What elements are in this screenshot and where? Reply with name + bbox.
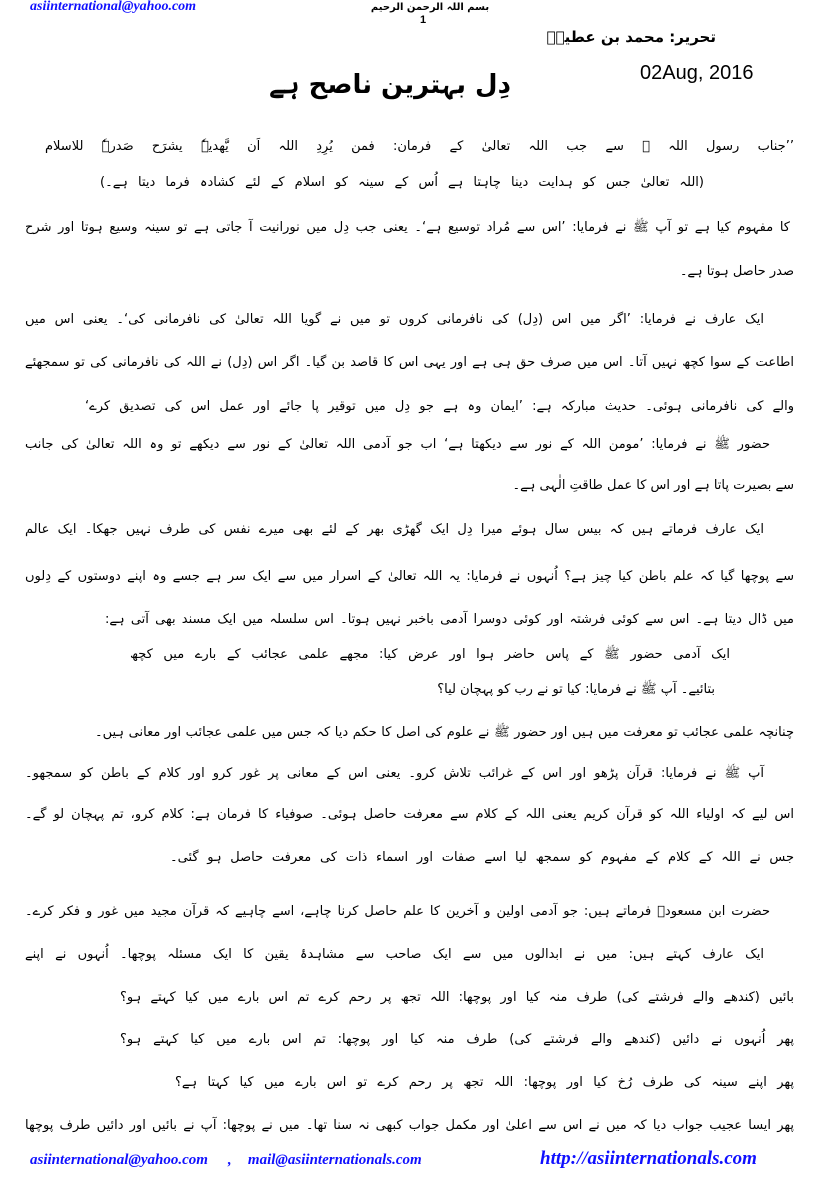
text-line: پھر ایسا عجیب جواب دیا کہ میں نے اس سے اعلیٰ اور مکمل جواب کبھی نہ سنا تھا۔ میں نے پوچھا: آپ نے بائیں اور دائیں طرف پوچھا <box>25 1118 794 1133</box>
text-line: (اللہ تعالیٰ جس کو ہدایت دینا چاہتا ہے اُس کے سینہ کو اسلام کے لئے کشادہ فرما دیتا ہے۔) <box>100 175 704 190</box>
text-line: کا مفہوم کیا ہے تو آپ ﷺ نے فرمایا: ’اس سے مُراد توسیع ہے‘۔ یعنی جب دِل میں نورانیت آ جاتی ہے تو سینہ وسیع ہوتا اور شرح <box>25 220 790 235</box>
website-link[interactable]: http://asiinternationals.com <box>540 1148 757 1169</box>
text-line: پھر اپنے سینہ کی طرف رُخ کیا اور پوچھا: اللہ تجھ پر رحم کرے تو اس بارے میں کیا کہتا ہے؟ <box>175 1075 794 1090</box>
text-line: آپ ﷺ نے فرمایا: قرآن پڑھو اور اس کے غرائب تلاش کرو۔ یعنی اس کے معانی پر غور کرو اور کلام کے باطن کو سمجھو۔ <box>25 766 764 781</box>
header-email-link[interactable]: asiinternational@yahoo.com <box>30 0 197 14</box>
footer-email-link-2[interactable]: mail@asiinternationals.com <box>247 1152 422 1168</box>
text-line: ’’جناب رسول اللہ ﷺ سے جب اللہ تعالیٰ کے فرمان: فمن یُرِدِ اللہ اَن یَّھدیہٗ یشرَح صَدرہٗ للاسلام <box>45 139 794 154</box>
text-line: حضور ﷺ نے فرمایا: ’مومن اللہ کے نور سے دیکھتا ہے‘ اب جو آدمی اللہ تعالیٰ کے نور سے دیکھے تو وہ اللہ تعالیٰ کی جانب <box>25 437 770 452</box>
text-line: سے بصیرت پاتا ہے اور اس کا عمل طاقتِ الٰہی ہے۔ <box>512 478 794 493</box>
text-line: جس نے اللہ کے کلام کے مفہوم کو سمجھ لیا اسے صفات اور اسماء ذات کی معرفت حاصل ہو گئی۔ <box>170 850 794 865</box>
date: 02Aug, 2016 <box>640 62 754 84</box>
text-line: ایک عارف نے فرمایا: ’اگر میں اس (دِل) کی نافرمانی کروں تو میں نے گویا اللہ تعالیٰ کی نافرمانی کی‘۔ یعنی اس میں <box>25 312 764 327</box>
text-line: اس لیے کہ اولیاء اللہ کو قرآن کریم یعنی اللہ کے کلام سے معرفت حاصل ہوئی۔ صوفیاء کا فرمان ہے: کلام کرو، تم پہچان لو گے۔ <box>25 807 794 822</box>
footer-email-link-1[interactable]: asiinternational@yahoo.com <box>30 1152 208 1168</box>
text-line: والے کی نافرمانی ہوئی۔ حدیث مبارکہ ہے: ’ایمان وہ ہے جو دِل میں توقیر پا جائے اور عمل اس کی تصدیق کرے‘ <box>85 399 794 414</box>
text-line: حضرت ابن مسعودؓ فرماتے ہیں: جو آدمی اولین و آخرین کا علم حاصل کرنا چاہے، اسے چاہیے کہ قرآن مجید میں غور و فکر کرے۔ <box>25 904 770 919</box>
text-line: ایک عارف کہتے ہیں: میں نے ابدالوں میں سے ایک صاحب سے مشاہدۂ یقین کا ایک مسئلہ پوچھا۔ اُنہوں نے اپنے <box>25 947 764 962</box>
text-line: میں ڈال دیتا ہے۔ اس سے کوئی فرشتہ اور کوئی دوسرا آدمی باخبر نہیں ہوتا۔ اس سلسلہ میں ایک مسند بھی آتی ہے: <box>105 612 794 627</box>
text-line: چنانچہ علمی عجائب تو معرفت میں ہیں اور حضور ﷺ نے علوم کی اصل کا حکم دیا کہ جس میں علمی عجائب اور معانی ہیں۔ <box>95 725 794 740</box>
author: تحریر: محمد بن عطیہؒ <box>546 28 716 46</box>
text-line: ایک عارف فرماتے ہیں کہ بیس سال ہوئے میرا دِل ایک گھڑی بھر کے لئے بھی میرے نفس کی طرف نہیں جھکا۔ ایک عالم <box>25 522 764 537</box>
text-line: پھر اُنہوں نے دائیں (کندھے والے فرشتے کی) طرف منہ کیا اور پوچھا: تم اس بارے میں کیا کہتے ہو؟ <box>120 1032 794 1047</box>
text-line: اطاعت کے سوا کچھ نہیں آتا۔ اس میں صرف حق ہی ہے اور یہی اس کا قاصد بن گیا۔ اگر اس (دِل) نے اللہ کی نافرمانی کی تو سمجھئے <box>25 355 794 370</box>
bismillah: بسم اللہ الرحمن الرحیم <box>370 2 490 13</box>
page-number: 1 <box>420 14 427 26</box>
page-title: دِل بہترین ناصح ہے <box>269 70 511 100</box>
text-line: سے پوچھا گیا کہ علم باطن کیا چیز ہے؟ اُنہوں نے فرمایا: یہ اللہ تعالیٰ کے اسرار میں سے ایک سر ہے جسے وہ اپنے دوستوں کے دِلوں <box>25 569 794 584</box>
text-line: بتائیے۔ آپ ﷺ نے فرمایا: کیا تو نے رب کو پہچان لیا؟ <box>437 682 715 697</box>
footer-separator: , <box>227 1152 232 1168</box>
text-line: ایک آدمی حضور ﷺ کے پاس حاضر ہوا اور عرض کیا: مجھے علمی عجائب کے بارے میں کچھ <box>130 647 730 662</box>
text-line: بائیں (کندھے والے فرشتے کی) طرف منہ کیا اور پوچھا: اللہ تجھ پر رحم کرے تم اس بارے میں کیا کہتے ہو؟ <box>120 990 794 1005</box>
text-line: صدر حاصل ہوتا ہے۔ <box>679 264 794 279</box>
